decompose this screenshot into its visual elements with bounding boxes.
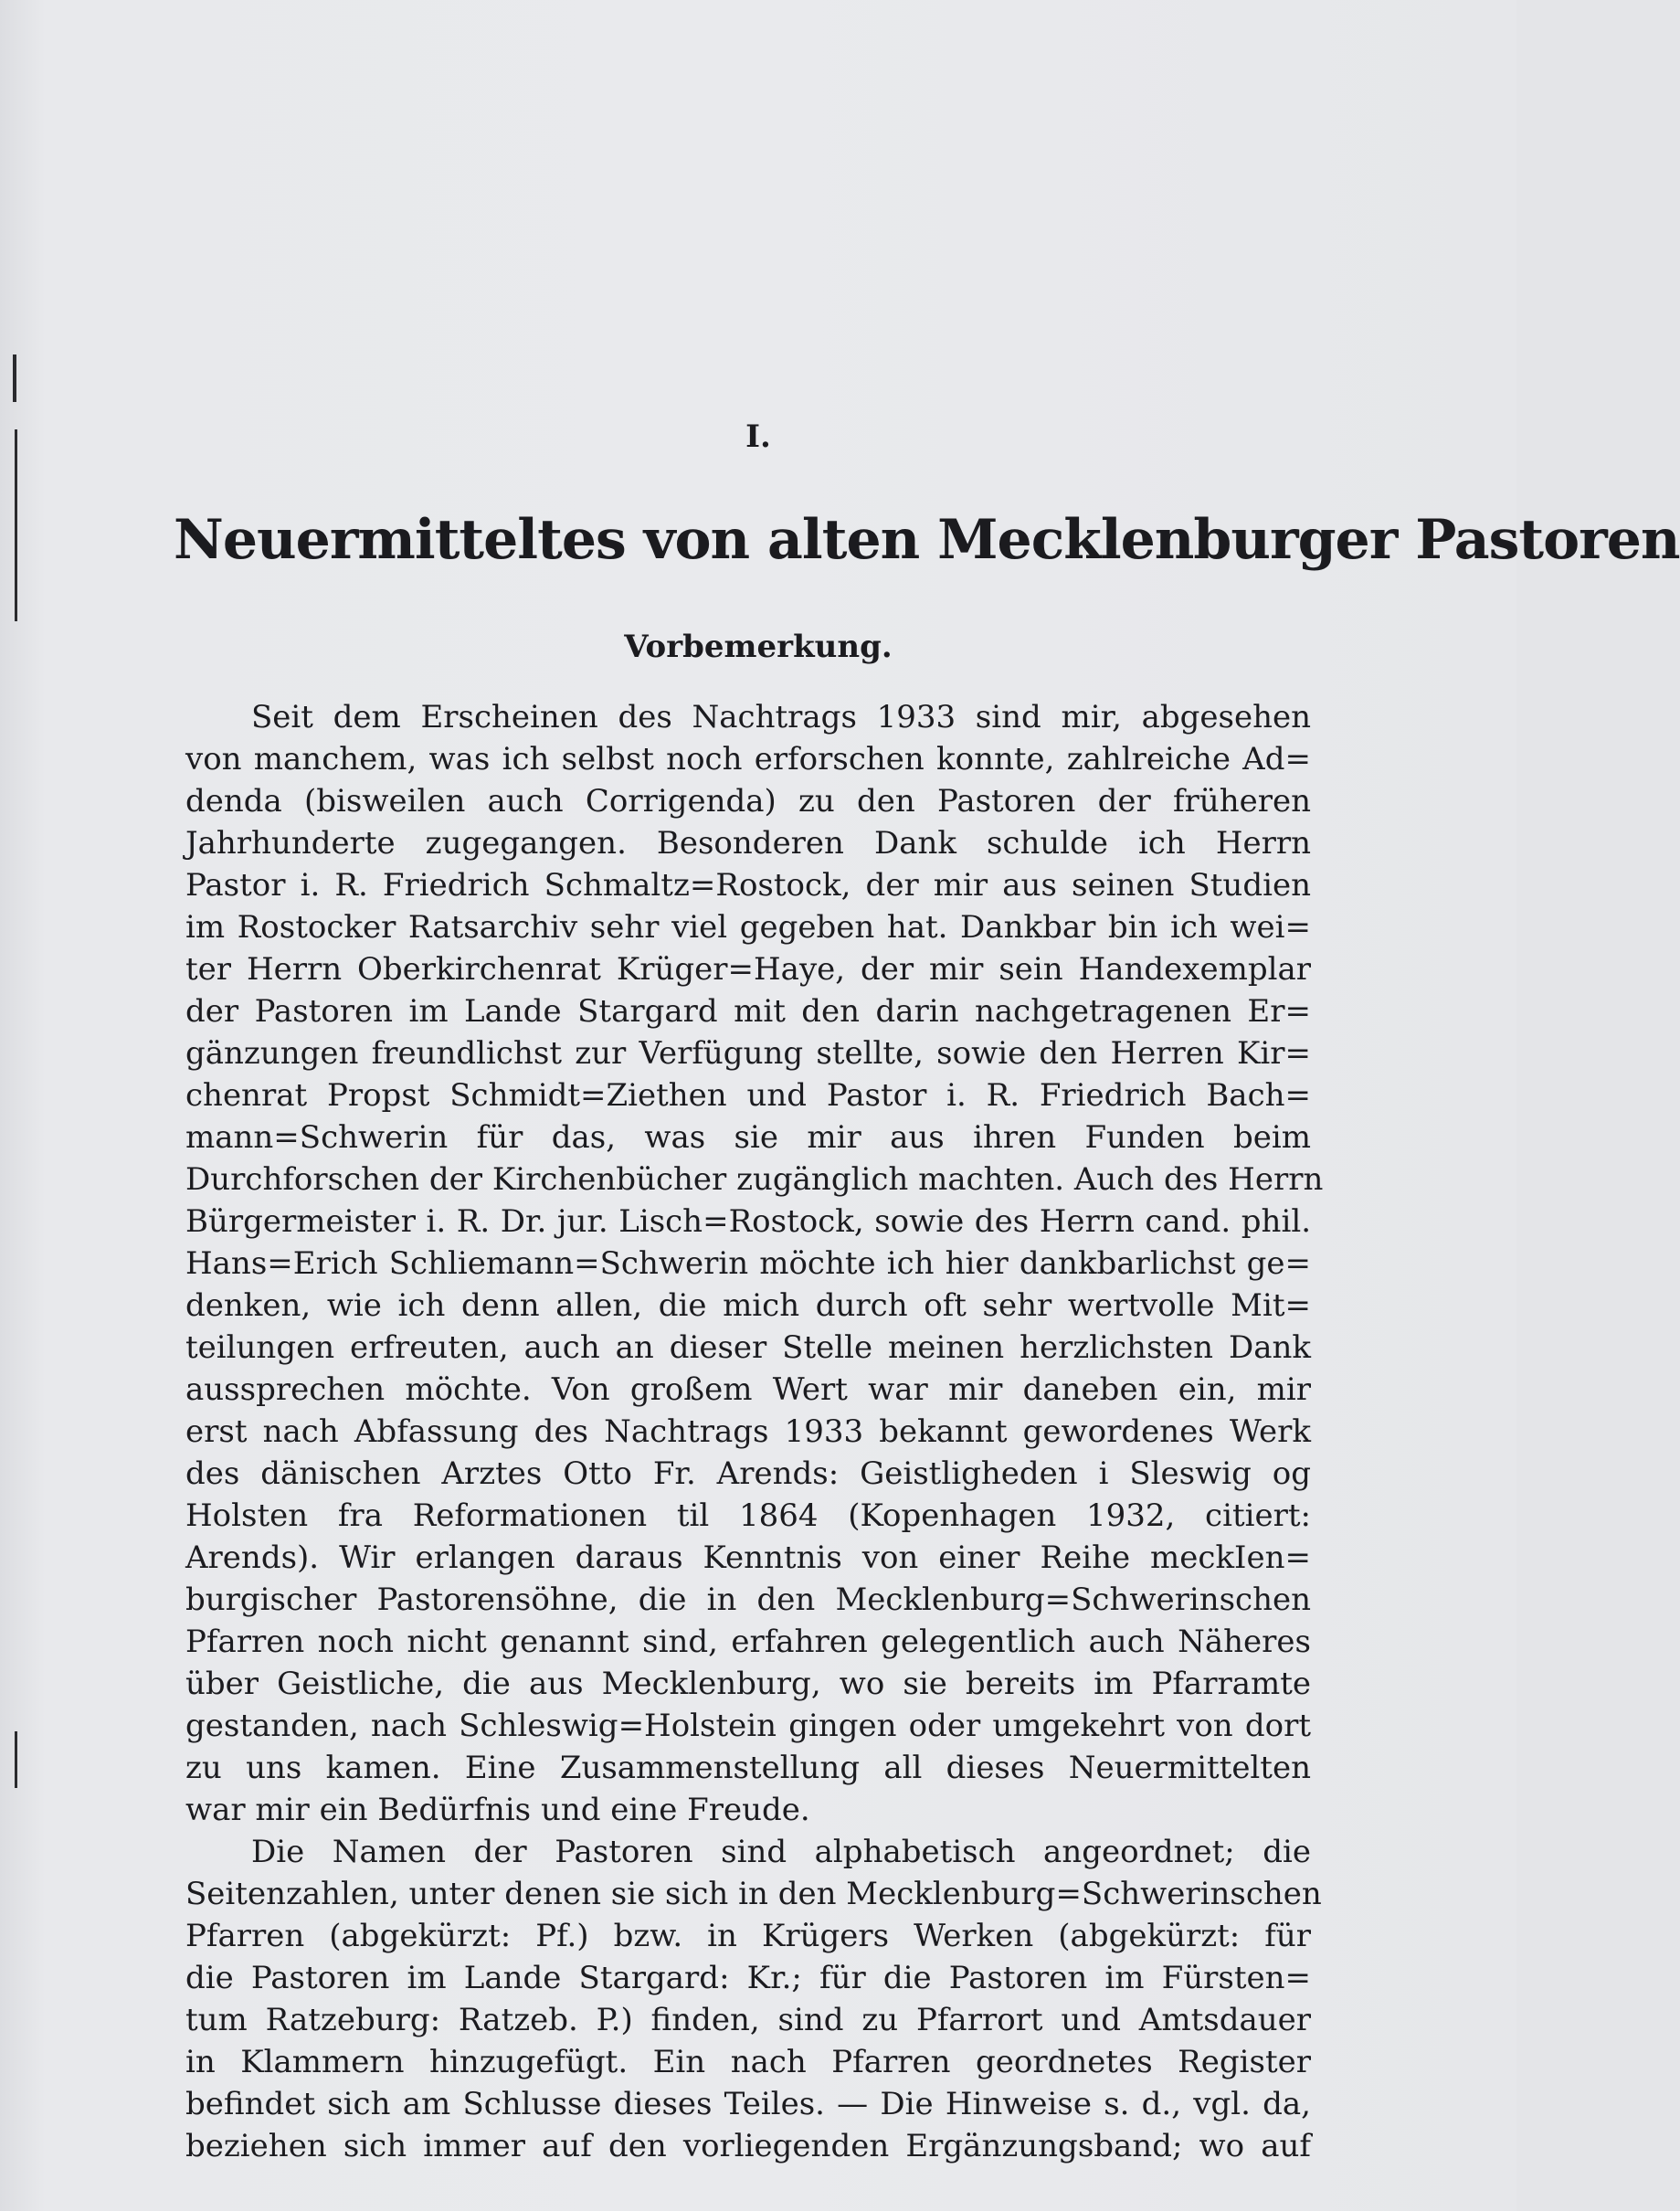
text-line: des dänischen Arztes Otto Fr. Arends: Geistligheden i Sleswig og <box>185 1455 1311 1492</box>
scan-edge-mark <box>15 1731 17 1788</box>
text-line: zu uns kamen. Eine Zusammenstellung all dieses Neuermittelten <box>185 1750 1311 1786</box>
text-line: der Pastoren im Lande Stargard mit den darin nachgetragenen Er= <box>185 993 1311 1030</box>
scan-edge-mark <box>13 354 16 402</box>
text-line: Pfarren noch nicht genannt sind, erfahren gelegentlich auch Näheres <box>185 1624 1311 1660</box>
text-line: Holsten fra Reformationen til 1864 (Kopenhagen 1932, citiert: <box>185 1497 1311 1534</box>
text-line: aussprechen möchte. Von großem Wert war mir daneben ein, mir <box>185 1371 1311 1408</box>
text-line: über Geistliche, die aus Mecklenburg, wo sie bereits im Pfarramte <box>185 1666 1311 1702</box>
text-line: in Klammern hinzugefügt. Ein nach Pfarren geordnetes Register <box>185 2044 1311 2080</box>
text-line: burgischer Pastorensöhne, die in den Mecklenburg=Schwerinschen <box>185 1582 1311 1618</box>
text-line: erst nach Abfassung des Nachtrags 1933 bekannt gewordenes Werk <box>185 1413 1311 1450</box>
text-line: denken, wie ich denn allen, die mich durch oft sehr wertvolle Mit= <box>185 1287 1311 1324</box>
text-line: die Pastoren im Lande Stargard: Kr.; für die Pastoren im Fürsten= <box>185 1960 1311 1996</box>
text-line: beziehen sich immer auf den vorliegenden Ergänzungsband; wo auf <box>185 2128 1311 2164</box>
text-line: Seit dem Erscheinen des Nachtrags 1933 sind mir, abgesehen <box>251 699 1311 735</box>
scan-edge-mark <box>15 429 17 621</box>
page-title: Neuermitteltes von alten Mecklenburger Pastoren <box>174 508 1680 572</box>
text-line: tum Ratzeburg: Ratzeb. P.) finden, sind zu Pfarrort und Amtsdauer <box>185 2002 1311 2038</box>
text-line: Pfarren (abgekürzt: Pf.) bzw. in Krügers Werken (abgekürzt: für <box>185 1918 1311 1954</box>
section-heading: Vorbemerkung. <box>624 629 893 665</box>
text-line: ter Herrn Oberkirchenrat Krüger=Haye, der mir sein Handexemplar <box>185 951 1311 988</box>
text-line: war mir ein Bedürfnis und eine Freude. <box>185 1792 810 1828</box>
text-line: mann=Schwerin für das, was sie mir aus ihren Funden beim <box>185 1119 1311 1156</box>
text-line: teilungen erfreuten, auch an dieser Stelle meinen herzlichsten Dank <box>185 1329 1311 1366</box>
text-line: chenrat Propst Schmidt=Ziethen und Pastor i. R. Friedrich Bach= <box>185 1077 1311 1114</box>
text-line: denda (bisweilen auch Corrigenda) zu den Pastoren der früheren <box>185 783 1311 820</box>
text-line: gänzungen freundlichst zur Verfügung stellte, sowie den Herren Kir= <box>185 1035 1311 1072</box>
text-line: Bürgermeister i. R. Dr. jur. Lisch=Rostock, sowie des Herrn cand. phil. <box>185 1203 1311 1240</box>
text-line: Arends). Wir erlangen daraus Kenntnis von einer Reihe meckIen= <box>185 1539 1311 1576</box>
body-text <box>185 696 1324 2167</box>
text-line: im Rostocker Ratsarchiv sehr viel gegeben hat. Dankbar bin ich wei= <box>185 909 1311 946</box>
text-line: Pastor i. R. Friedrich Schmaltz=Rostock, der mir aus seinen Studien <box>185 867 1311 904</box>
text-line: Hans=Erich Schliemann=Schwerin möchte ich hier dankbarlichst ge= <box>185 1245 1311 1282</box>
text-line: Jahrhunderte zugegangen. Besonderen Dank schulde ich Herrn <box>185 825 1311 862</box>
text-line: befindet sich am Schlusse dieses Teiles. — Die Hinweise s. d., vgl. da, <box>185 2086 1311 2122</box>
text-line: von manchem, was ich selbst noch erforschen konnte, zahlreiche Ad= <box>185 741 1311 778</box>
text-line: gestanden, nach Schleswig=Holstein gingen oder umgekehrt von dort <box>185 1708 1311 1744</box>
text-line: Seitenzahlen, unter denen sie sich in den Mecklenburg=Schwerinschen <box>185 1876 1322 1912</box>
text-line: Durchforschen der Kirchenbücher zugänglich machten. Auch des Herrn <box>185 1161 1324 1198</box>
text-line: Die Namen der Pastoren sind alphabetisch angeordnet; die <box>251 1834 1311 1870</box>
chapter-number: I. <box>745 418 771 455</box>
